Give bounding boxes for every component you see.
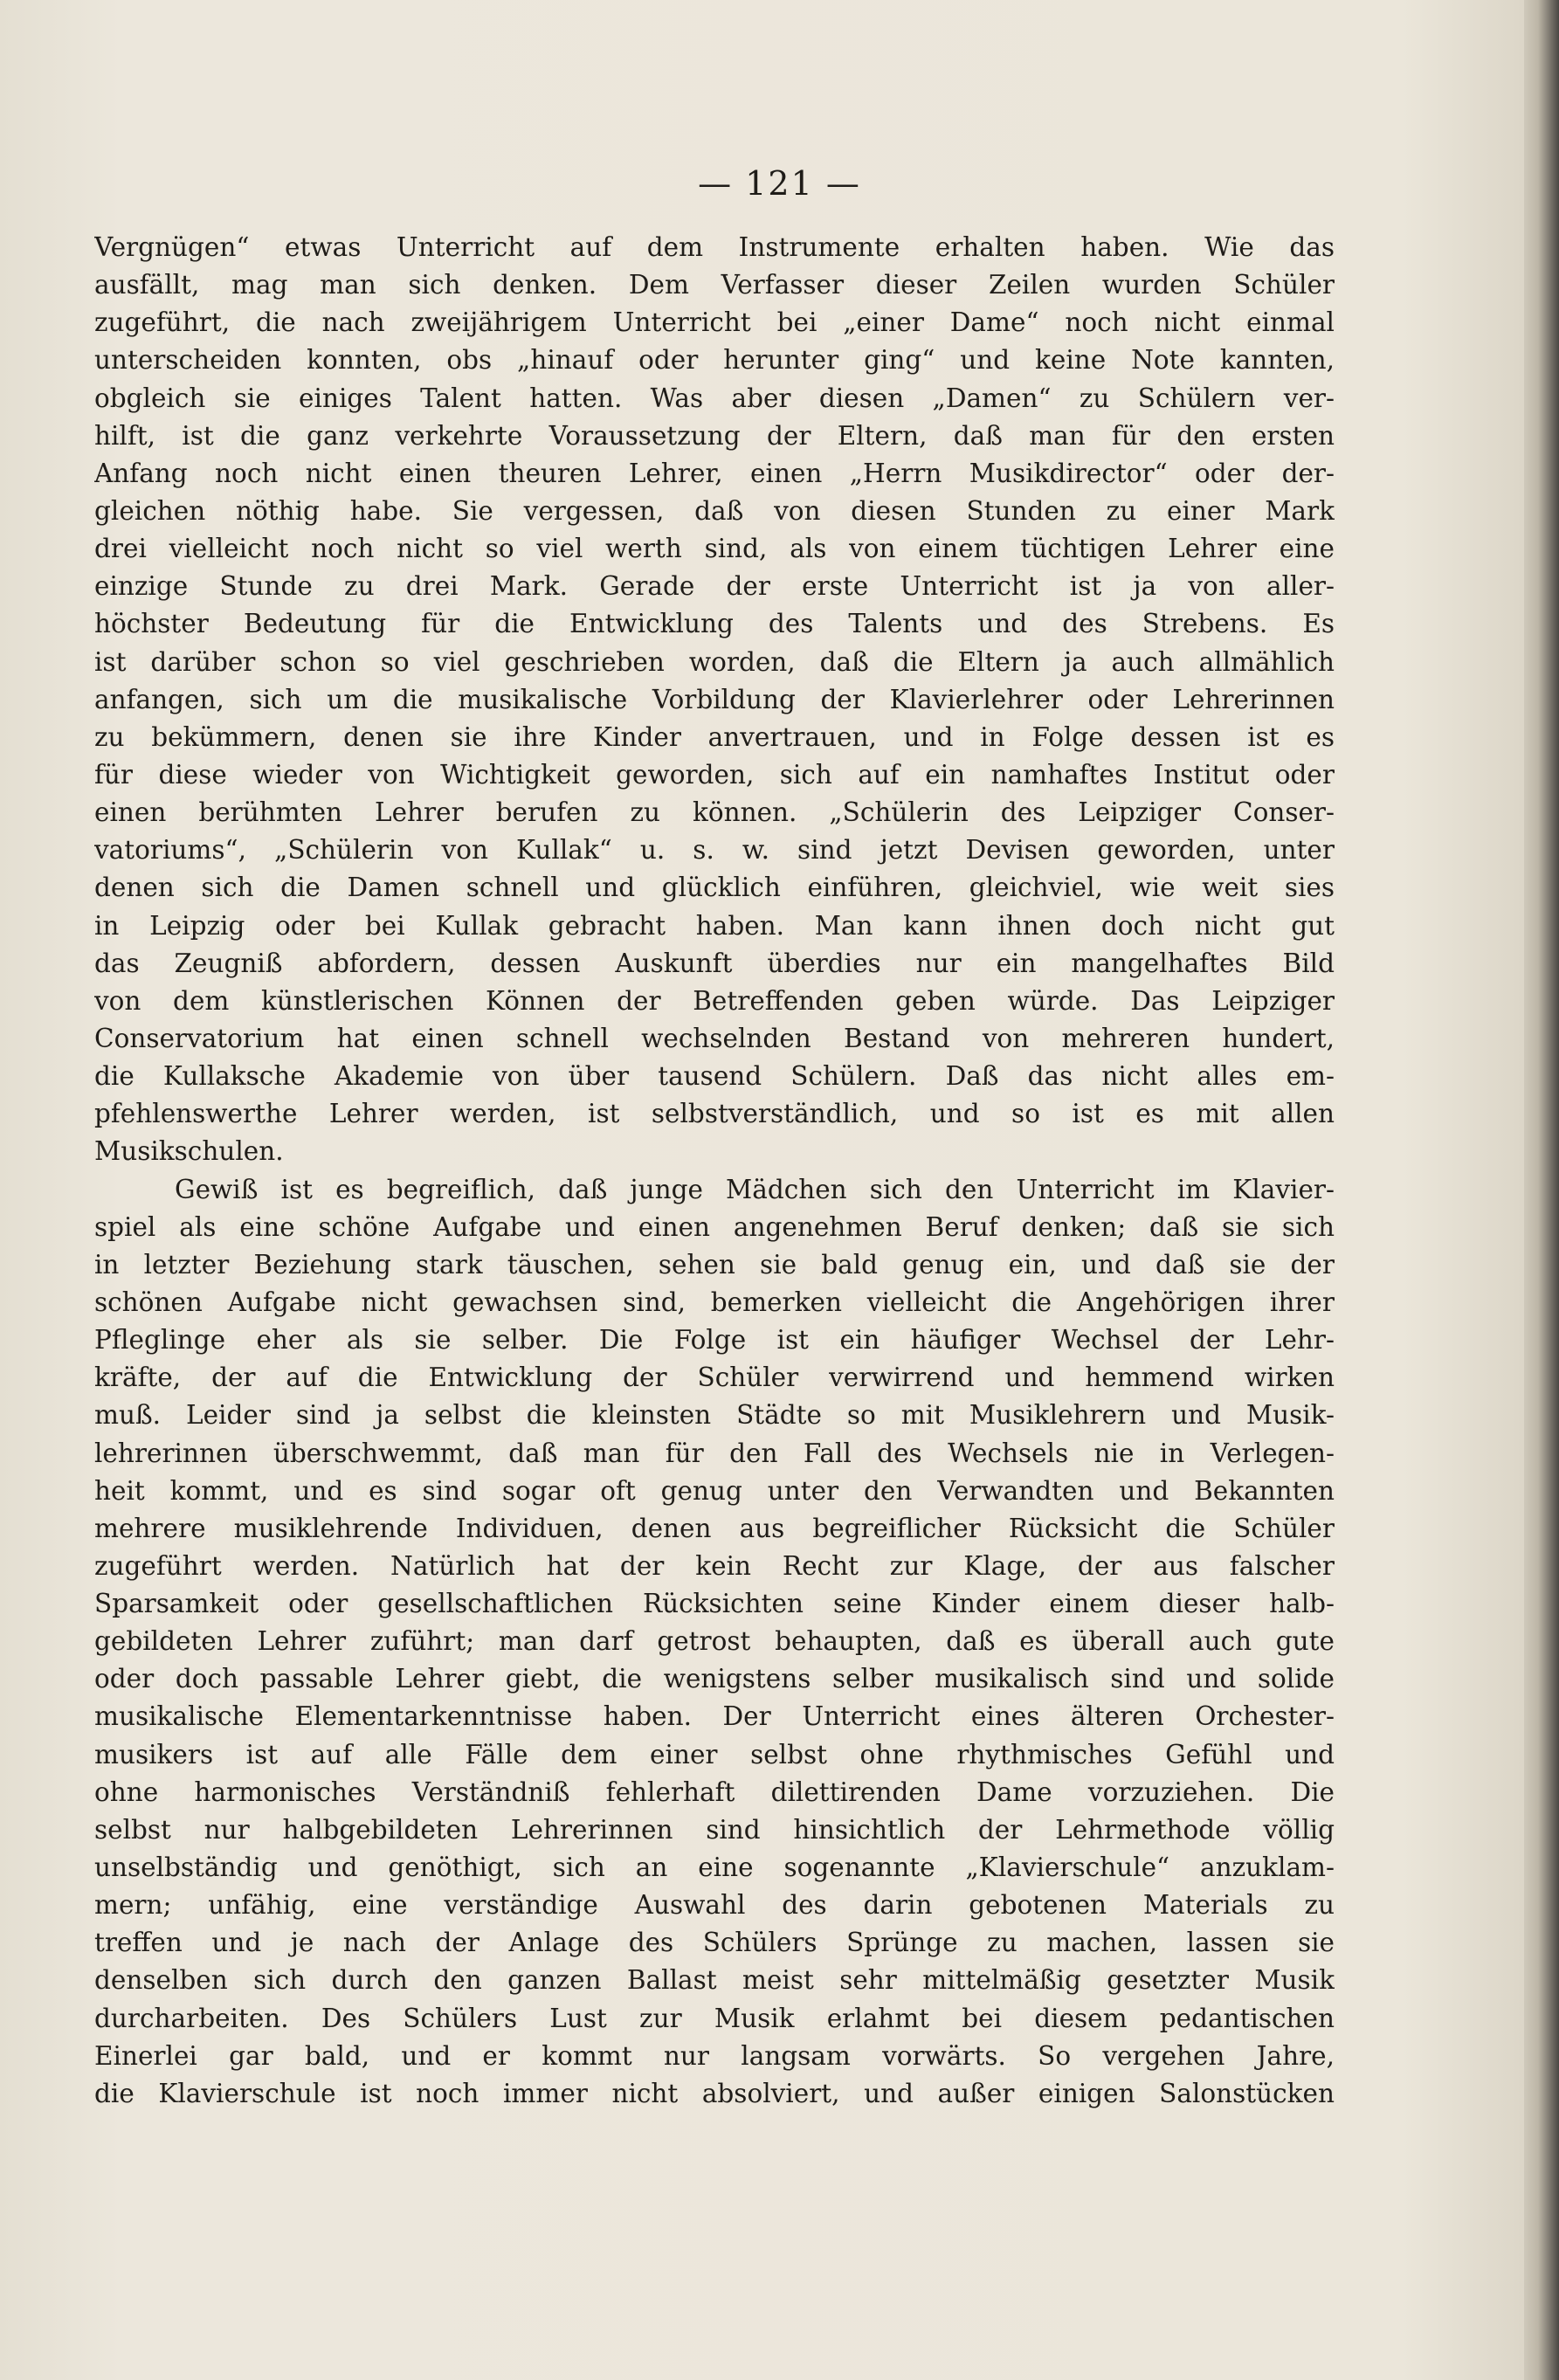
text-line: ist darüber schon so viel geschrieben worden, daß die Eltern ja auch allmählich bbox=[94, 646, 1335, 677]
text-line: zugeführt werden. Natürlich hat der kein Recht zur Klage, der aus falscher bbox=[94, 1550, 1335, 1581]
text-line: unterscheiden konnten, obs „hinauf oder herunter ging“ und keine Note kannten, bbox=[94, 345, 1335, 376]
text-line: unselbständig und genöthigt, sich an eine sogenannte „Klavierschule“ anzuklam- bbox=[94, 1852, 1335, 1883]
text-line: höchster Bedeutung für die Entwicklung des Talents und des Strebens. Es bbox=[94, 609, 1335, 639]
text-line: muß. Leider sind ja selbst die kleinsten Städte so mit Musiklehrern und Musik- bbox=[94, 1400, 1335, 1431]
text-line: zu bekümmern, denen sie ihre Kinder anvertrauen, und in Folge dessen ist es bbox=[94, 721, 1335, 752]
text-line: obgleich sie einiges Talent hatten. Was aber diesen „Damen“ zu Schülern ver- bbox=[94, 383, 1335, 413]
text-line: die Kullaksche Akademie von über tausend Schülern. Daß das nicht alles em- bbox=[94, 1061, 1335, 1092]
text-line: treffen und je nach der Anlage des Schülers Sprünge zu machen, lassen sie bbox=[94, 1928, 1335, 1958]
text-line: die Klavierschule ist noch immer nicht absolviert, und außer einigen Salonstücken bbox=[94, 2078, 1335, 2108]
text-line: einzige Stunde zu drei Mark. Gerade der erste Unterricht ist ja von aller- bbox=[94, 571, 1335, 602]
text-line: mehrere musiklehrende Individuen, denen aus begreiflicher Rücksicht die Schüler bbox=[94, 1513, 1335, 1543]
text-line: pfehlenswerthe Lehrer werden, ist selbstverständlich, und so ist es mit allen bbox=[94, 1099, 1335, 1129]
text-line: zugeführt, die nach zweijährigem Unterricht bei „einer Dame“ noch nicht einmal bbox=[94, 307, 1335, 338]
text-line: Vergnügen“ etwas Unterricht auf dem Instrumente erhalten haben. Wie das bbox=[94, 232, 1335, 262]
text-line: denen sich die Damen schnell und glücklich einführen, gleichviel, wie weit sies bbox=[94, 873, 1335, 903]
text-line: kräfte, der auf die Entwicklung der Schüler verwirrend und hemmend wirken bbox=[94, 1362, 1335, 1393]
text-line: selbst nur halbgebildeten Lehrerinnen sind hinsichtlich der Lehrmethode völlig bbox=[94, 1814, 1335, 1845]
text-line: vatoriums“, „Schülerin von Kullak“ u. s. w. sind jetzt Devisen geworden, unter bbox=[94, 835, 1335, 866]
text-line: ohne harmonisches Verständniß fehlerhaft dilettirenden Dame vorzuziehen. Die bbox=[94, 1776, 1335, 1807]
text-line: Pfleglinge eher als sie selber. Die Folge ist ein häufiger Wechsel der Lehr- bbox=[94, 1325, 1335, 1356]
text-line: Musikschulen. bbox=[94, 1136, 284, 1167]
text-line: musikalische Elementarkenntnisse haben. Der Unterricht eines älteren Orchester- bbox=[94, 1701, 1335, 1732]
text-line: Anfang noch nicht einen theuren Lehrer, einen „Herrn Musikdirector“ oder der- bbox=[94, 458, 1335, 488]
text-line: einen berühmten Lehrer berufen zu können. „Schülerin des Leipziger Conser- bbox=[94, 797, 1335, 828]
text-line: das Zeugniß abfordern, dessen Auskunft überdies nur ein mangelhaftes Bild bbox=[94, 948, 1335, 978]
text-line: von dem künstlerischen Können der Betreffenden geben würde. Das Leipziger bbox=[94, 985, 1335, 1016]
text-line: lehrerinnen überschwemmt, daß man für den Fall des Wechsels nie in Verlegen- bbox=[94, 1438, 1335, 1468]
text-line: schönen Aufgabe nicht gewachsen sind, bemerken vielleicht die Angehörigen ihrer bbox=[94, 1287, 1335, 1317]
text-line: Gewiß ist es begreiflich, daß junge Mädchen sich den Unterricht im Klavier- bbox=[175, 1174, 1335, 1204]
text-line: oder doch passable Lehrer giebt, die wenigstens selber musikalisch sind und solide bbox=[94, 1664, 1335, 1694]
text-line: denselben sich durch den ganzen Ballast meist sehr mittelmäßig gesetzter Musik bbox=[94, 1965, 1335, 1996]
text-line: mern; unfähig, eine verständige Auswahl des darin gebotenen Materials zu bbox=[94, 1890, 1335, 1921]
page-number: — 121 — bbox=[698, 164, 861, 203]
text-line: Einerlei gar bald, und er kommt nur langsam vorwärts. So vergehen Jahre, bbox=[94, 2040, 1335, 2071]
text-line: gleichen nöthig habe. Sie vergessen, daß von diesen Stunden zu einer Mark bbox=[94, 495, 1335, 526]
text-line: Conservatorium hat einen schnell wechselnden Bestand von mehreren hundert, bbox=[94, 1023, 1335, 1053]
page-edge-shadow bbox=[1524, 0, 1559, 2380]
text-line: Sparsamkeit oder gesellschaftlichen Rücksichten seine Kinder einem dieser halb- bbox=[94, 1589, 1335, 1619]
text-line: für diese wieder von Wichtigkeit geworden, sich auf ein namhaftes Institut oder bbox=[94, 759, 1335, 790]
text-line: in Leipzig oder bei Kullak gebracht haben. Man kann ihnen doch nicht gut bbox=[94, 910, 1335, 941]
text-line: heit kommt, und es sind sogar oft genug unter den Verwandten und Bekannten bbox=[94, 1475, 1335, 1506]
text-line: drei vielleicht noch nicht so viel werth sind, als von einem tüchtigen Lehrer eine bbox=[94, 534, 1335, 564]
text-line: ausfällt, mag man sich denken. Dem Verfasser dieser Zeilen wurden Schüler bbox=[94, 270, 1335, 300]
text-line: anfangen, sich um die musikalische Vorbildung der Klavierlehrer oder Lehrerinnen bbox=[94, 684, 1335, 714]
body-text bbox=[94, 229, 1335, 2113]
text-line: in letzter Beziehung stark täuschen, sehen sie bald genug ein, und daß sie der bbox=[94, 1249, 1335, 1280]
text-line: hilft, ist die ganz verkehrte Voraussetzung der Eltern, daß man für den ersten bbox=[94, 420, 1335, 451]
text-line: durcharbeiten. Des Schülers Lust zur Musik erlahmt bei diesem pedantischen bbox=[94, 2003, 1335, 2033]
text-line: gebildeten Lehrer zuführt; man darf getrost behaupten, daß es überall auch gute bbox=[94, 1626, 1335, 1657]
text-line: musikers ist auf alle Fälle dem einer selbst ohne rhythmisches Gefühl und bbox=[94, 1739, 1335, 1769]
text-line: spiel als eine schöne Aufgabe und einen angenehmen Beruf denken; daß sie sich bbox=[94, 1211, 1335, 1242]
